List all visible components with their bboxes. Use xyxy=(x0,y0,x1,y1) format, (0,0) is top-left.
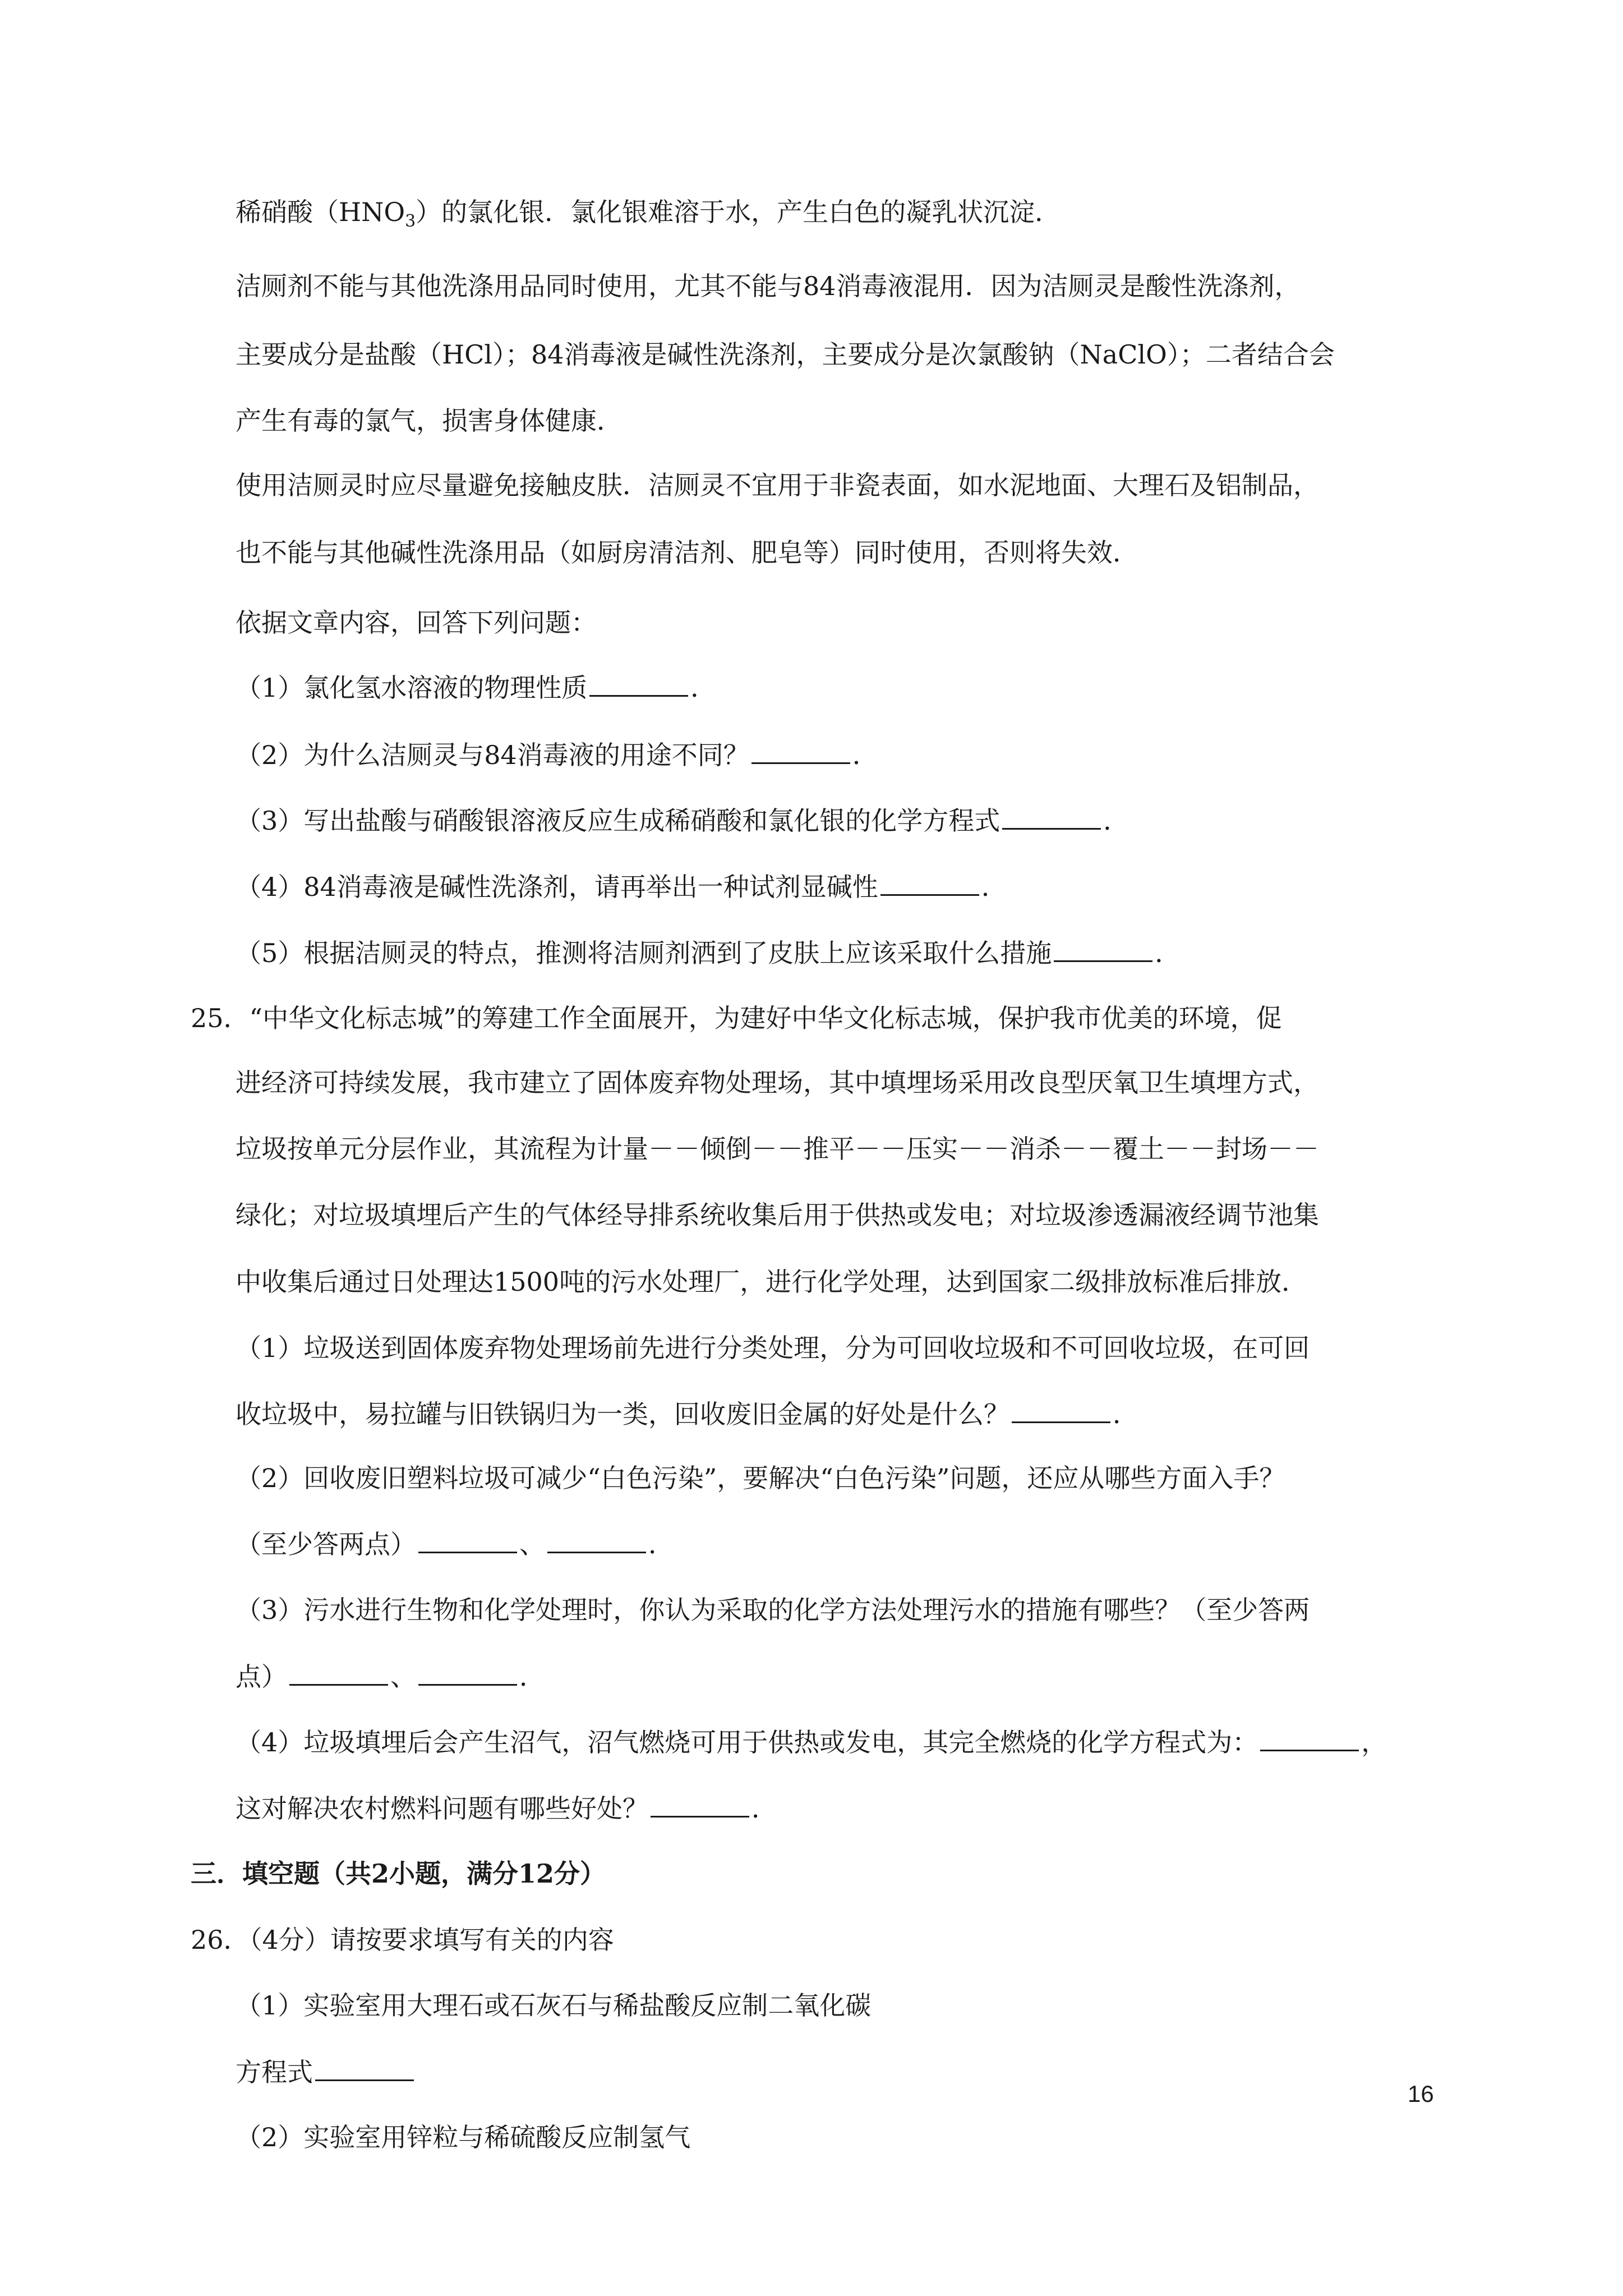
paragraph-line: 使用洁厕灵时应尽量避免接触皮肤．洁厕灵不宜用于非瓷表面，如水泥地面、大理石及铝制品， xyxy=(236,470,1319,500)
sub-question: （1）垃圾送到固体废弃物处理场前先进行分类处理，分为可回收垃圾和不可回收垃圾，在可回 xyxy=(236,1333,1310,1363)
question-26-line: 26．（4分）请按要求填写有关的内容 xyxy=(191,1925,614,1955)
paragraph-line: 产生有毒的氯气，损害身体健康． xyxy=(236,406,623,436)
answer-blank[interactable] xyxy=(751,738,850,764)
paragraph-line: 中收集后通过日处理达1500吨的污水处理厂，进行化学处理，达到国家二级排放标准后排放． xyxy=(236,1267,1308,1297)
paragraph-line: 垃圾按单元分层作业，其流程为计量－－倾倒－－推平－－压实－－消杀－－覆土－－封场－－ xyxy=(236,1134,1319,1164)
answer-blank[interactable] xyxy=(315,2055,414,2081)
sub-question: （2）回收废旧塑料垃圾可减少“白色污染”，要解决“白色污染”问题，还应从哪些方面入手？ xyxy=(236,1463,1285,1493)
sub-question: （3）写出盐酸与硝酸银溶液反应生成稀硝酸和氯化银的化学方程式 ． xyxy=(236,803,1129,837)
sub-question: 收垃圾中，易拉罐与旧铁锅归为一类，回收废旧金属的好处是什么？ ． xyxy=(236,1397,1138,1430)
sub-question: （4）84消毒液是碱性洗涤剂，请再举出一种试剂显碱性 ． xyxy=(236,869,1007,903)
answer-blank[interactable] xyxy=(547,1527,646,1553)
page-number: 16 xyxy=(1408,2081,1434,2107)
sub-question: （3）污水进行生物和化学处理时，你认为采取的化学方法处理污水的措施有哪些？（至少答两 xyxy=(236,1595,1310,1625)
sub-question: （至少答两点） 、 ． xyxy=(236,1527,674,1561)
paragraph-line: 洁厕剂不能与其他洗涤用品同时使用，尤其不能与84消毒液混用．因为洁厕灵是酸性洗涤剂， xyxy=(236,271,1301,301)
answer-blank[interactable] xyxy=(418,1527,517,1553)
paragraph-line: 稀硝酸$(HNO_3)$的氯化银．氯化银难溶于水，产生白色的凝乳状沉淀． xyxy=(236,197,1061,232)
answer-blank[interactable] xyxy=(1012,1397,1110,1423)
equation-line: 方程式 xyxy=(236,2055,416,2088)
sub-question: （1）实验室用大理石或石灰石与稀盐酸反应制二氧化碳 xyxy=(236,1990,872,2021)
answer-blank[interactable] xyxy=(1260,1725,1359,1751)
paragraph-line: 也不能与其他碱性洗涤用品（如厨房清洁剂、肥皂等）同时使用，否则将失效． xyxy=(236,537,1138,568)
answer-blank[interactable] xyxy=(418,1659,517,1686)
paragraph-line: 进经济可持续发展，我市建立了固体废弃物处理场，其中填埋场采用改良型厌氧卫生填埋方式， xyxy=(236,1068,1319,1098)
answer-blank[interactable] xyxy=(880,869,979,896)
sub-question: （2）实验室用锌粒与稀硫酸反应制氢气 xyxy=(236,2122,691,2152)
sub-question: 点） 、 ． xyxy=(236,1659,545,1693)
answer-blank[interactable] xyxy=(289,1659,388,1686)
sub-question: （4）垃圾填埋后会产生沼气，沼气燃烧可用于供热或发电，其完全燃烧的化学方程式为： ， xyxy=(236,1725,1387,1759)
sub-question: （2）为什么洁厕灵与84消毒液的用途不同？ ． xyxy=(236,738,878,771)
sub-question: （1）氯化氢水溶液的物理性质 ． xyxy=(236,670,716,704)
question-number: 25． xyxy=(191,1003,250,1033)
sub-question: （5）根据洁厕灵的特点，推测将洁厕剂洒到了皮肤上应该采取什么措施 ． xyxy=(236,936,1181,969)
question-intro: 依据文章内容，回答下列问题： xyxy=(236,608,597,638)
section-heading: 三．填空题（共2小题，满分12分） xyxy=(191,1858,606,1889)
question-25-line: 25．“中华文化标志城”的筹建工作全面展开，为建好中华文化标志城，保护我市优美的环境，促 xyxy=(191,1003,1282,1033)
sub-question: 这对解决农村燃料问题有哪些好处？ ． xyxy=(236,1791,777,1825)
answer-blank[interactable] xyxy=(651,1791,749,1818)
answer-blank[interactable] xyxy=(1002,803,1101,830)
paragraph-line: 主要成分是盐酸（HCl）；84消毒液是碱性洗涤剂，主要成分是次氯酸钠（NaClO）；二者结合会 xyxy=(236,339,1335,370)
answer-blank[interactable] xyxy=(589,670,688,697)
answer-blank[interactable] xyxy=(1054,936,1152,962)
paragraph-line: 绿化；对垃圾填埋后产生的气体经导排系统收集后用于供热或发电；对垃圾渗透漏液经调节池集 xyxy=(236,1200,1319,1230)
